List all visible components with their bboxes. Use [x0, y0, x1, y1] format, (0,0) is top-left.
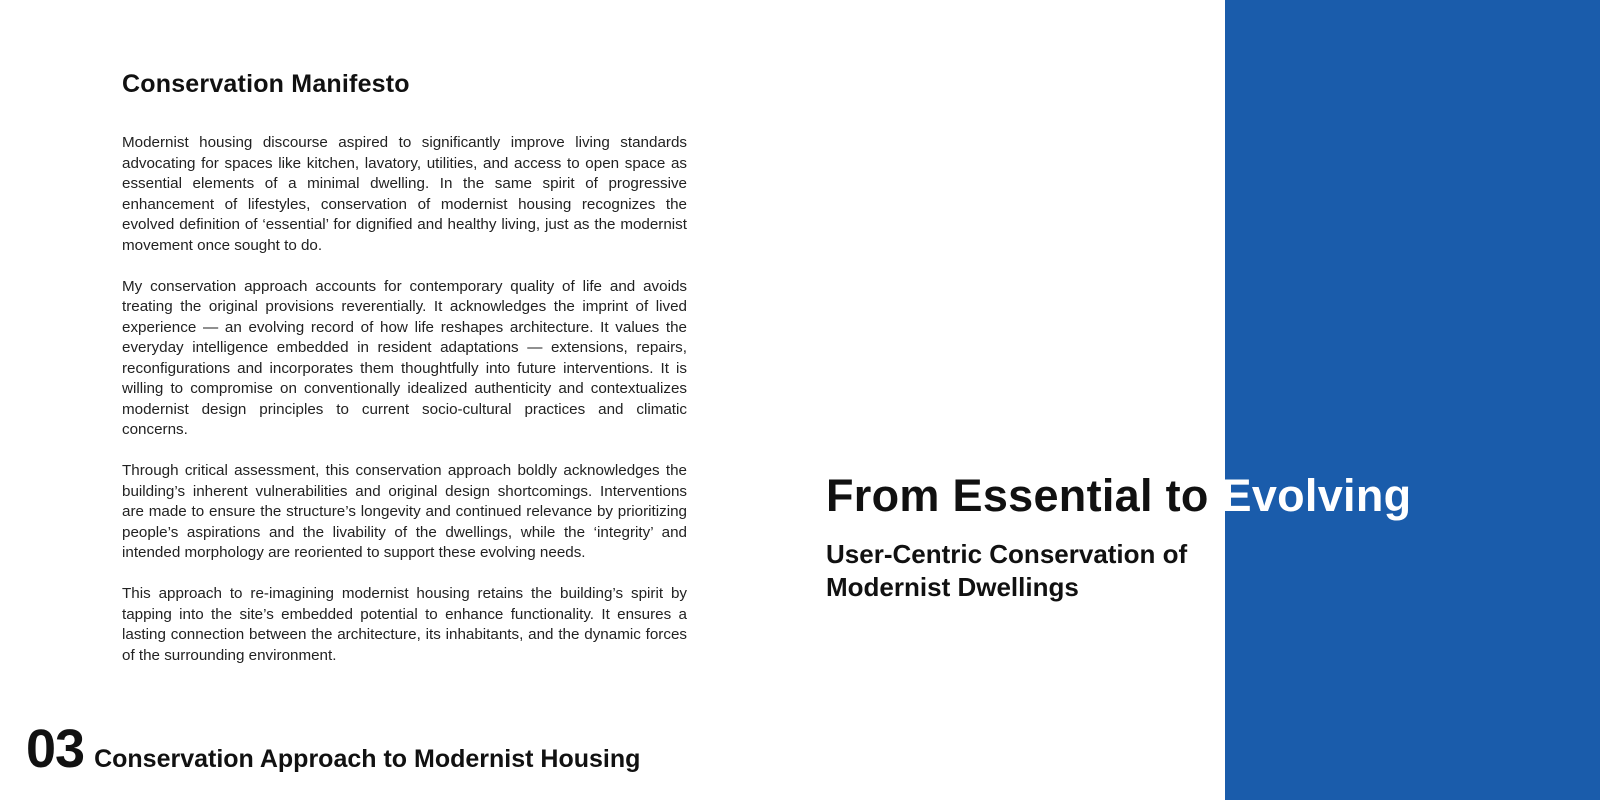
manifesto-paragraph: This approach to re-imagining modernist housing retains the building’s spirit by tapping into the site’s embedded potential to enhance functionality. It ensures a lasting connection between the architecture, its inhabitants, and the dynamic forces of the surrounding environment.: [122, 585, 687, 664]
section-title: Conservation Approach to Modernist Housing: [94, 745, 641, 773]
hero-subtitle-line1: User-Centric Conservation of: [826, 539, 1188, 569]
manifesto-paragraph: Through critical assessment, this conservation approach boldly acknowledges the building’s inherent vulnerabilities and original design shortcomings. Interventions are made to ensure the structure’s longevity and continued relevance by prioritizing people’s aspirations and the livability of the dwellings, while the ‘integrity’ and intended morphology are reoriented to support these evolving needs.: [122, 462, 687, 561]
manifesto-paragraph: My conservation approach accounts for contemporary quality of life and avoids treating the original provisions reverentially. It acknowledges the imprint of lived experience — an evolving record of how life reshapes architecture. It values the everyday intelligence embedded in resident adaptations — extensions, repairs, reconfigurations and incorporates them thoughtfully into future interventions. It is willing to compromise on conventionally idealized authenticity and contextualizes modernist design principles to current socio-cultural practices and climatic concerns.: [122, 277, 687, 438]
section-number: 03: [26, 719, 85, 779]
hero-title-part2: Evolving: [1221, 470, 1412, 521]
hero-subtitle-line2: Modernist Dwellings: [826, 572, 1079, 602]
hero-subtitle: [826, 538, 1216, 604]
manifesto-body: [122, 133, 687, 687]
manifesto-title: Conservation Manifesto: [122, 70, 410, 98]
hero-title: [826, 470, 1411, 522]
blue-accent-panel: [1225, 0, 1600, 800]
hero-title-part1: From Essential to: [826, 470, 1209, 521]
section-footer: [26, 719, 641, 779]
manifesto-paragraph: Modernist housing discourse aspired to significantly improve living standards advocating for spaces like kitchen, lavatory, utilities, and access to open space as essential elements of a minimal dwelling. In the same spirit of progressive enhancement of lifestyles, conservation of modernist housing recognizes the evolved definition of ‘essential’ for dignified and healthy living, just as the modernist movement once sought to do.: [122, 134, 687, 254]
